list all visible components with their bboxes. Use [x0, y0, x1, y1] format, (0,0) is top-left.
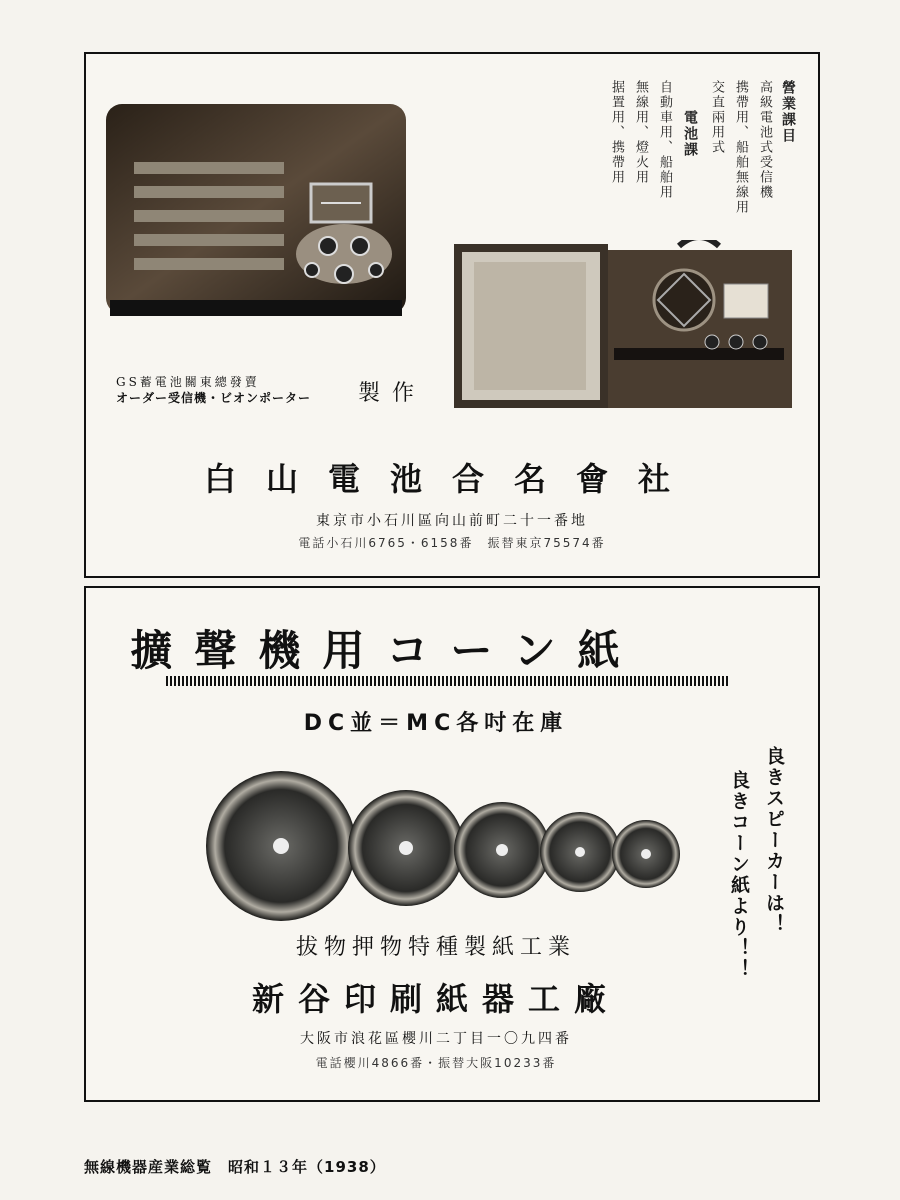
company-name: 白山電池合名會社: [203, 460, 700, 498]
battery-item: 自動車用、船舶用: [657, 80, 672, 200]
business-item: 携帶用、船舶無線用: [733, 80, 748, 215]
company-phone: 電話櫻川4866番・振替大阪10233番: [315, 1056, 557, 1070]
decorative-rule: [166, 676, 730, 686]
battery-heading: 電池課: [682, 110, 698, 158]
business-items: [588, 80, 798, 290]
business-heading: 營業課目: [780, 80, 796, 144]
business-item: 交直兩用式: [709, 80, 724, 155]
company-name: 新谷印刷紙器工廠: [251, 980, 620, 1018]
credit-made-label: 製作: [358, 381, 427, 406]
page-footer: 無線機器産業総覧 昭和１３年（1938）: [84, 1158, 386, 1176]
ad-headline: 擴聲機用コーン紙: [130, 626, 642, 675]
battery-item: 据置用、携帶用: [609, 80, 624, 185]
ad-sub-headline: DC並＝MC各吋在庫: [303, 711, 569, 736]
business-item: 高級電池式受信機: [757, 80, 772, 200]
manufacturer-credit: [116, 374, 311, 406]
credit-line-1: GS蓄電池關東總發賣: [116, 375, 260, 389]
table-radio-image: [106, 104, 406, 318]
tagline-line-2: 良きコーン紙より！！: [728, 770, 750, 980]
products-line: 拔物押物特種製紙工業: [295, 935, 576, 960]
speaker-cones-image: [206, 766, 686, 926]
tagline-line-1: 良きスピーカーは！: [763, 746, 785, 935]
credit-line-2: オーダー受信機・ビオンポーター: [116, 391, 312, 405]
company-phone: 電話小石川6765・6158番 振替東京75574番: [298, 536, 606, 550]
bottom-advertisement: [84, 586, 820, 1102]
company-address: 東京市小石川區向山前町二十一番地: [316, 513, 588, 529]
top-advertisement: [84, 52, 820, 578]
battery-item: 無線用、燈火用: [633, 80, 648, 185]
company-address: 大阪市浪花區櫻川二丁目一〇九四番: [300, 1031, 572, 1047]
